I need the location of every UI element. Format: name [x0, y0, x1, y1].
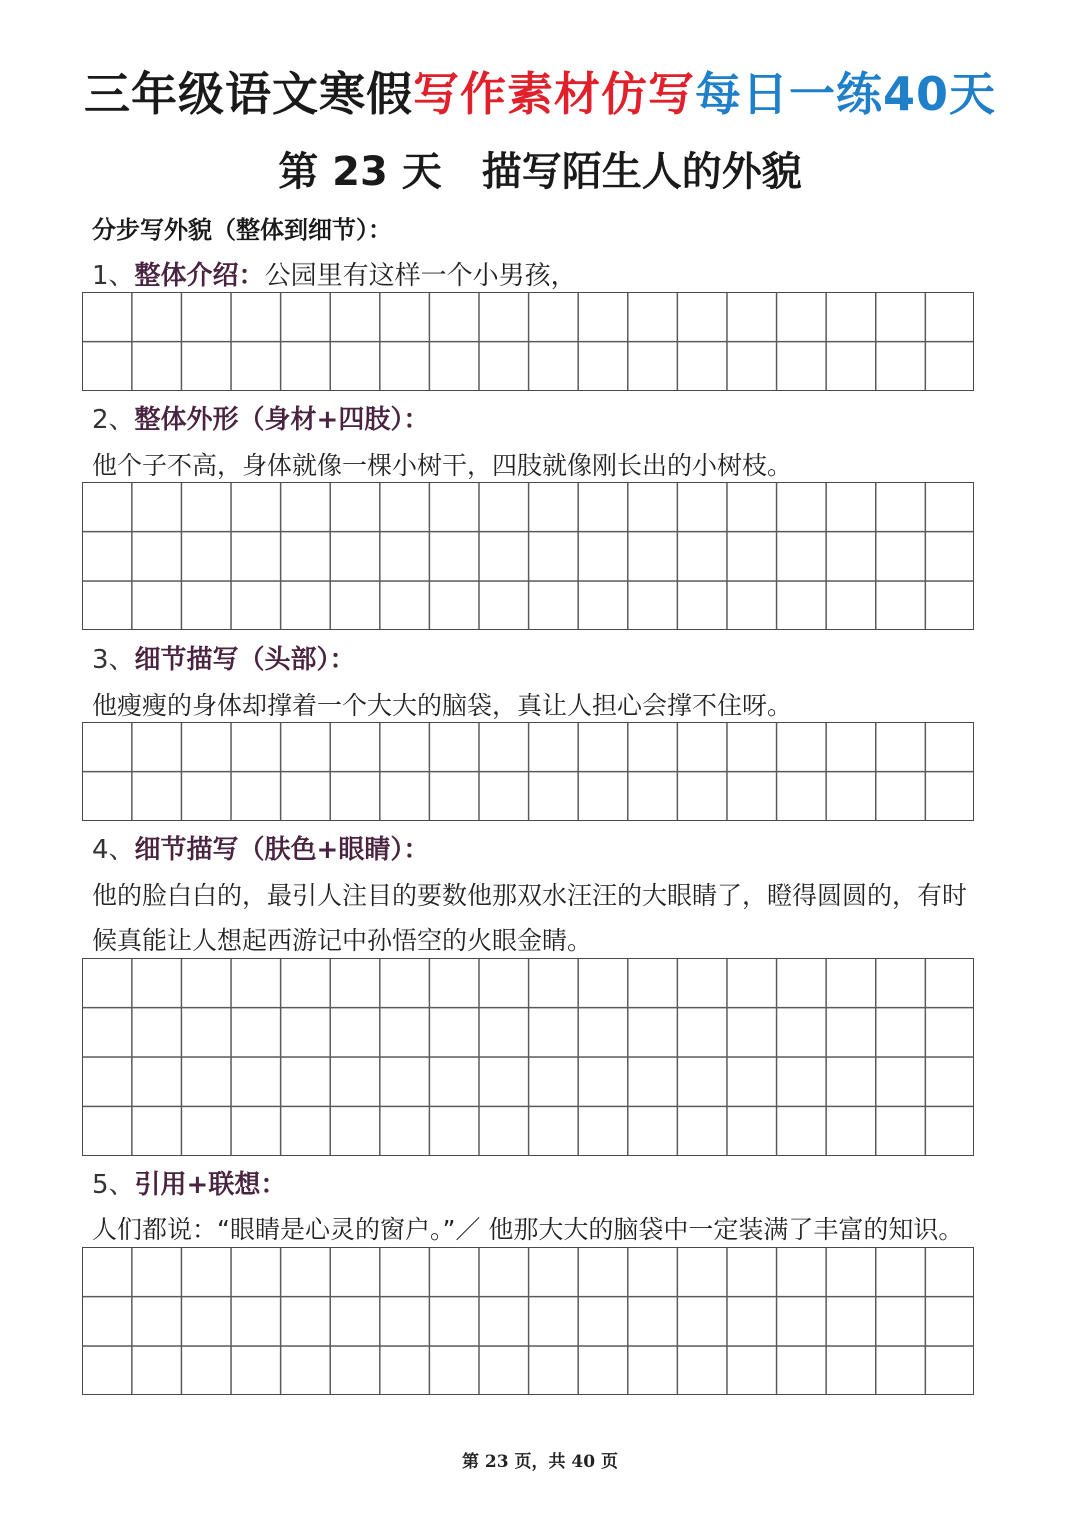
section-number: 5、 [92, 1170, 135, 1200]
section-4-heading [92, 830, 429, 870]
section-number: 4、 [92, 835, 135, 865]
section-3-sample: 他瘦瘦的身体却撑着一个大大的脑袋，真让人担心会撑不住呀。 [92, 691, 793, 720]
intro-heading: 分步写外貌（整体到细节）： [92, 216, 392, 244]
writing-grid-4[interactable] [82, 958, 974, 1156]
section-5-heading [92, 1165, 286, 1205]
section-1-heading [92, 256, 577, 296]
title-part-grade: 三年级语文寒假 [83, 67, 413, 121]
writing-grid-1[interactable] [82, 292, 974, 391]
writing-grid-3[interactable] [82, 722, 974, 821]
section-number: 3、 [92, 645, 135, 675]
section-4-sample-line-2: 候真能让人想起西游记中孙悟空的火眼金睛。 [92, 926, 593, 955]
day-number: 第 23 天 [278, 149, 442, 195]
writing-grid-5[interactable] [82, 1247, 974, 1395]
writing-grid-2[interactable] [82, 482, 974, 630]
section-5-sample: 人们都说：“眼睛是心灵的窗户。”／ 他那大大的脑袋中一定装满了丰富的知识。 [92, 1215, 964, 1244]
page-footer: 第 23 页，共 40 页 [462, 1452, 618, 1472]
section-2-heading [92, 400, 429, 440]
title-part-practice: 每日一练40天 [694, 67, 996, 121]
section-label: 细节描写（头部）： [134, 645, 356, 675]
title-part-topic: 写作素材仿写 [412, 67, 695, 121]
section-sample: 公园里有这样一个小男孩， [264, 261, 577, 291]
section-3-heading [92, 640, 356, 680]
day-topic: 描写陌生人的外貌 [481, 149, 802, 195]
section-2-sample: 他个子不高，身体就像一棵小树干，四肢就像刚长出的小树枝。 [92, 451, 793, 480]
section-number: 2、 [92, 405, 135, 435]
section-number: 1、 [92, 261, 135, 291]
day-subtitle [0, 144, 1080, 200]
section-label: 引用+联想： [134, 1170, 287, 1200]
page-title [0, 62, 1080, 126]
section-label: 细节描写（肤色+眼睛）： [134, 835, 430, 865]
section-4-sample-line-1: 他的脸白白的，最引人注目的要数他那双水汪汪的大眼睛了，瞪得圆圆的，有时 [92, 881, 968, 910]
section-label: 整体外形（身材+四肢）： [134, 405, 430, 435]
section-label: 整体介绍： [134, 261, 265, 291]
